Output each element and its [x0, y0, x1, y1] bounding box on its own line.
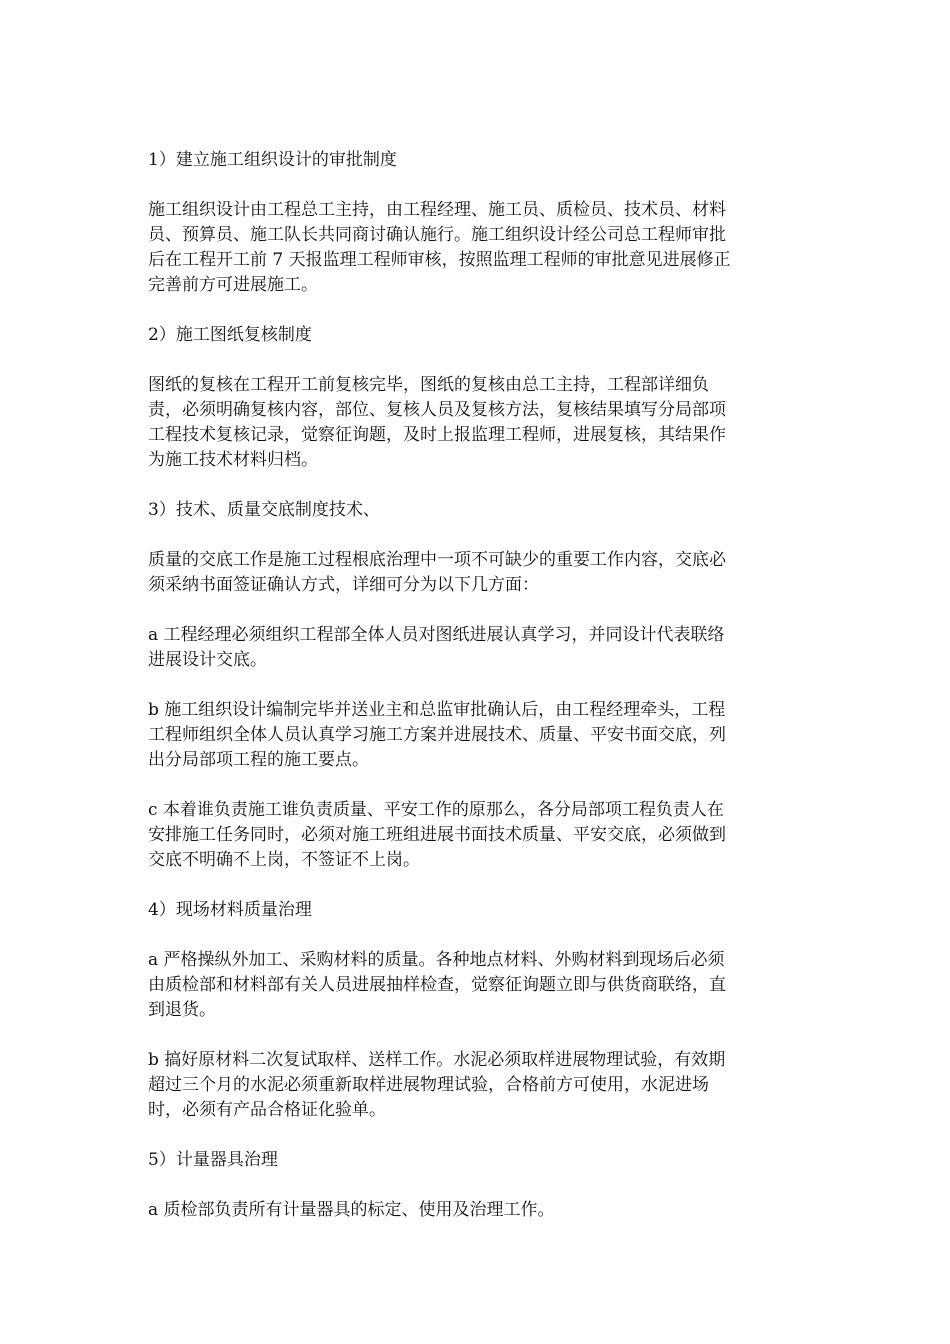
text-line: c 本着谁负责施工谁负责质量、平安工作的原那么，各分局部项工程负责人在 [148, 800, 724, 820]
text-line: 图纸的复核在工程开工前复核完毕，图纸的复核由总工主持，工程部详细负 [148, 375, 709, 395]
body-paragraph [148, 1198, 802, 1223]
text-line: a 工程经理必须组织工程部全体人员对图纸进展认真学习，并同设计代表联络 [148, 625, 725, 645]
section-heading [148, 323, 802, 348]
text-line: b 施工组织设计编制完毕并送业主和总监审批确认后，由工程经理牵头，工程 [148, 700, 726, 720]
text-line: 1）建立施工组织设计的审批制度 [148, 150, 397, 170]
text-line: 须采纳书面签证确认方式，详细可分为以下几方面： [148, 575, 539, 595]
text-line: 完善前方可进展施工。 [148, 275, 318, 295]
text-line: 2）施工图纸复核制度 [148, 325, 312, 345]
text-line: 员、预算员、施工队长共同商讨确认施行。施工组织设计经公司总工程师审批 [148, 225, 726, 245]
section-heading [148, 148, 802, 173]
text-line: 质量的交底工作是施工过程根底治理中一项不可缺少的重要工作内容，交底必 [148, 550, 726, 570]
text-line: 出分局部项工程的施工要点。 [148, 750, 369, 770]
text-line: 3）技术、质量交底制度技术、 [148, 500, 380, 520]
text-line: 工程技术复核记录，觉察征询题，及时上报监理工程师，进展复核，其结果作 [148, 425, 726, 445]
text-line: 后在工程开工前 7 天报监理工程师审核，按照监理工程师的审批意见进展修正 [148, 250, 731, 270]
body-paragraph [148, 548, 802, 598]
text-line: 由质检部和材料部有关人员进展抽样检查，觉察征询题立即与供货商联络，直 [148, 975, 726, 995]
text-line: 进展设计交底。 [148, 650, 267, 670]
body-paragraph [148, 198, 802, 298]
section-heading [148, 498, 802, 523]
body-paragraph [148, 1048, 802, 1123]
body-paragraph [148, 698, 802, 773]
section-heading [148, 1148, 802, 1173]
text-line: 超过三个月的水泥必须重新取样进展物理试验，合格前方可使用，水泥进场 [148, 1075, 709, 1095]
text-line: b 搞好原材料二次复试取样、送样工作。水泥必须取样进展物理试验，有效期 [148, 1050, 726, 1070]
body-paragraph [148, 948, 802, 1023]
text-line: 到退货。 [148, 1000, 216, 1020]
section-heading [148, 898, 802, 923]
text-line: a 严格操纵外加工、采购材料的质量。各种地点材料、外购材料到现场后必须 [148, 950, 725, 970]
body-paragraph [148, 373, 802, 473]
document-page [148, 148, 802, 1248]
text-line: 时，必须有产品合格证化验单。 [148, 1100, 386, 1120]
body-paragraph [148, 623, 802, 673]
text-line: a 质检部负责所有计量器具的标定、使用及治理工作。 [148, 1200, 555, 1220]
text-line: 4）现场材料质量治理 [148, 900, 312, 920]
text-line: 施工组织设计由工程总工主持，由工程经理、施工员、质检员、技术员、材料 [148, 200, 726, 220]
text-line: 工程师组织全体人员认真学习施工方案并进展技术、质量、平安书面交底，列 [148, 725, 726, 745]
text-line: 为施工技术材料归档。 [148, 450, 318, 470]
text-line: 责，必须明确复核内容，部位、复核人员及复核方法，复核结果填写分局部项 [148, 400, 726, 420]
body-paragraph [148, 798, 802, 873]
text-line: 交底不明确不上岗，不签证不上岗。 [148, 850, 420, 870]
text-line: 5）计量器具治理 [148, 1150, 278, 1170]
text-line: 安排施工任务同时，必须对施工班组进展书面技术质量、平安交底，必须做到 [148, 825, 726, 845]
